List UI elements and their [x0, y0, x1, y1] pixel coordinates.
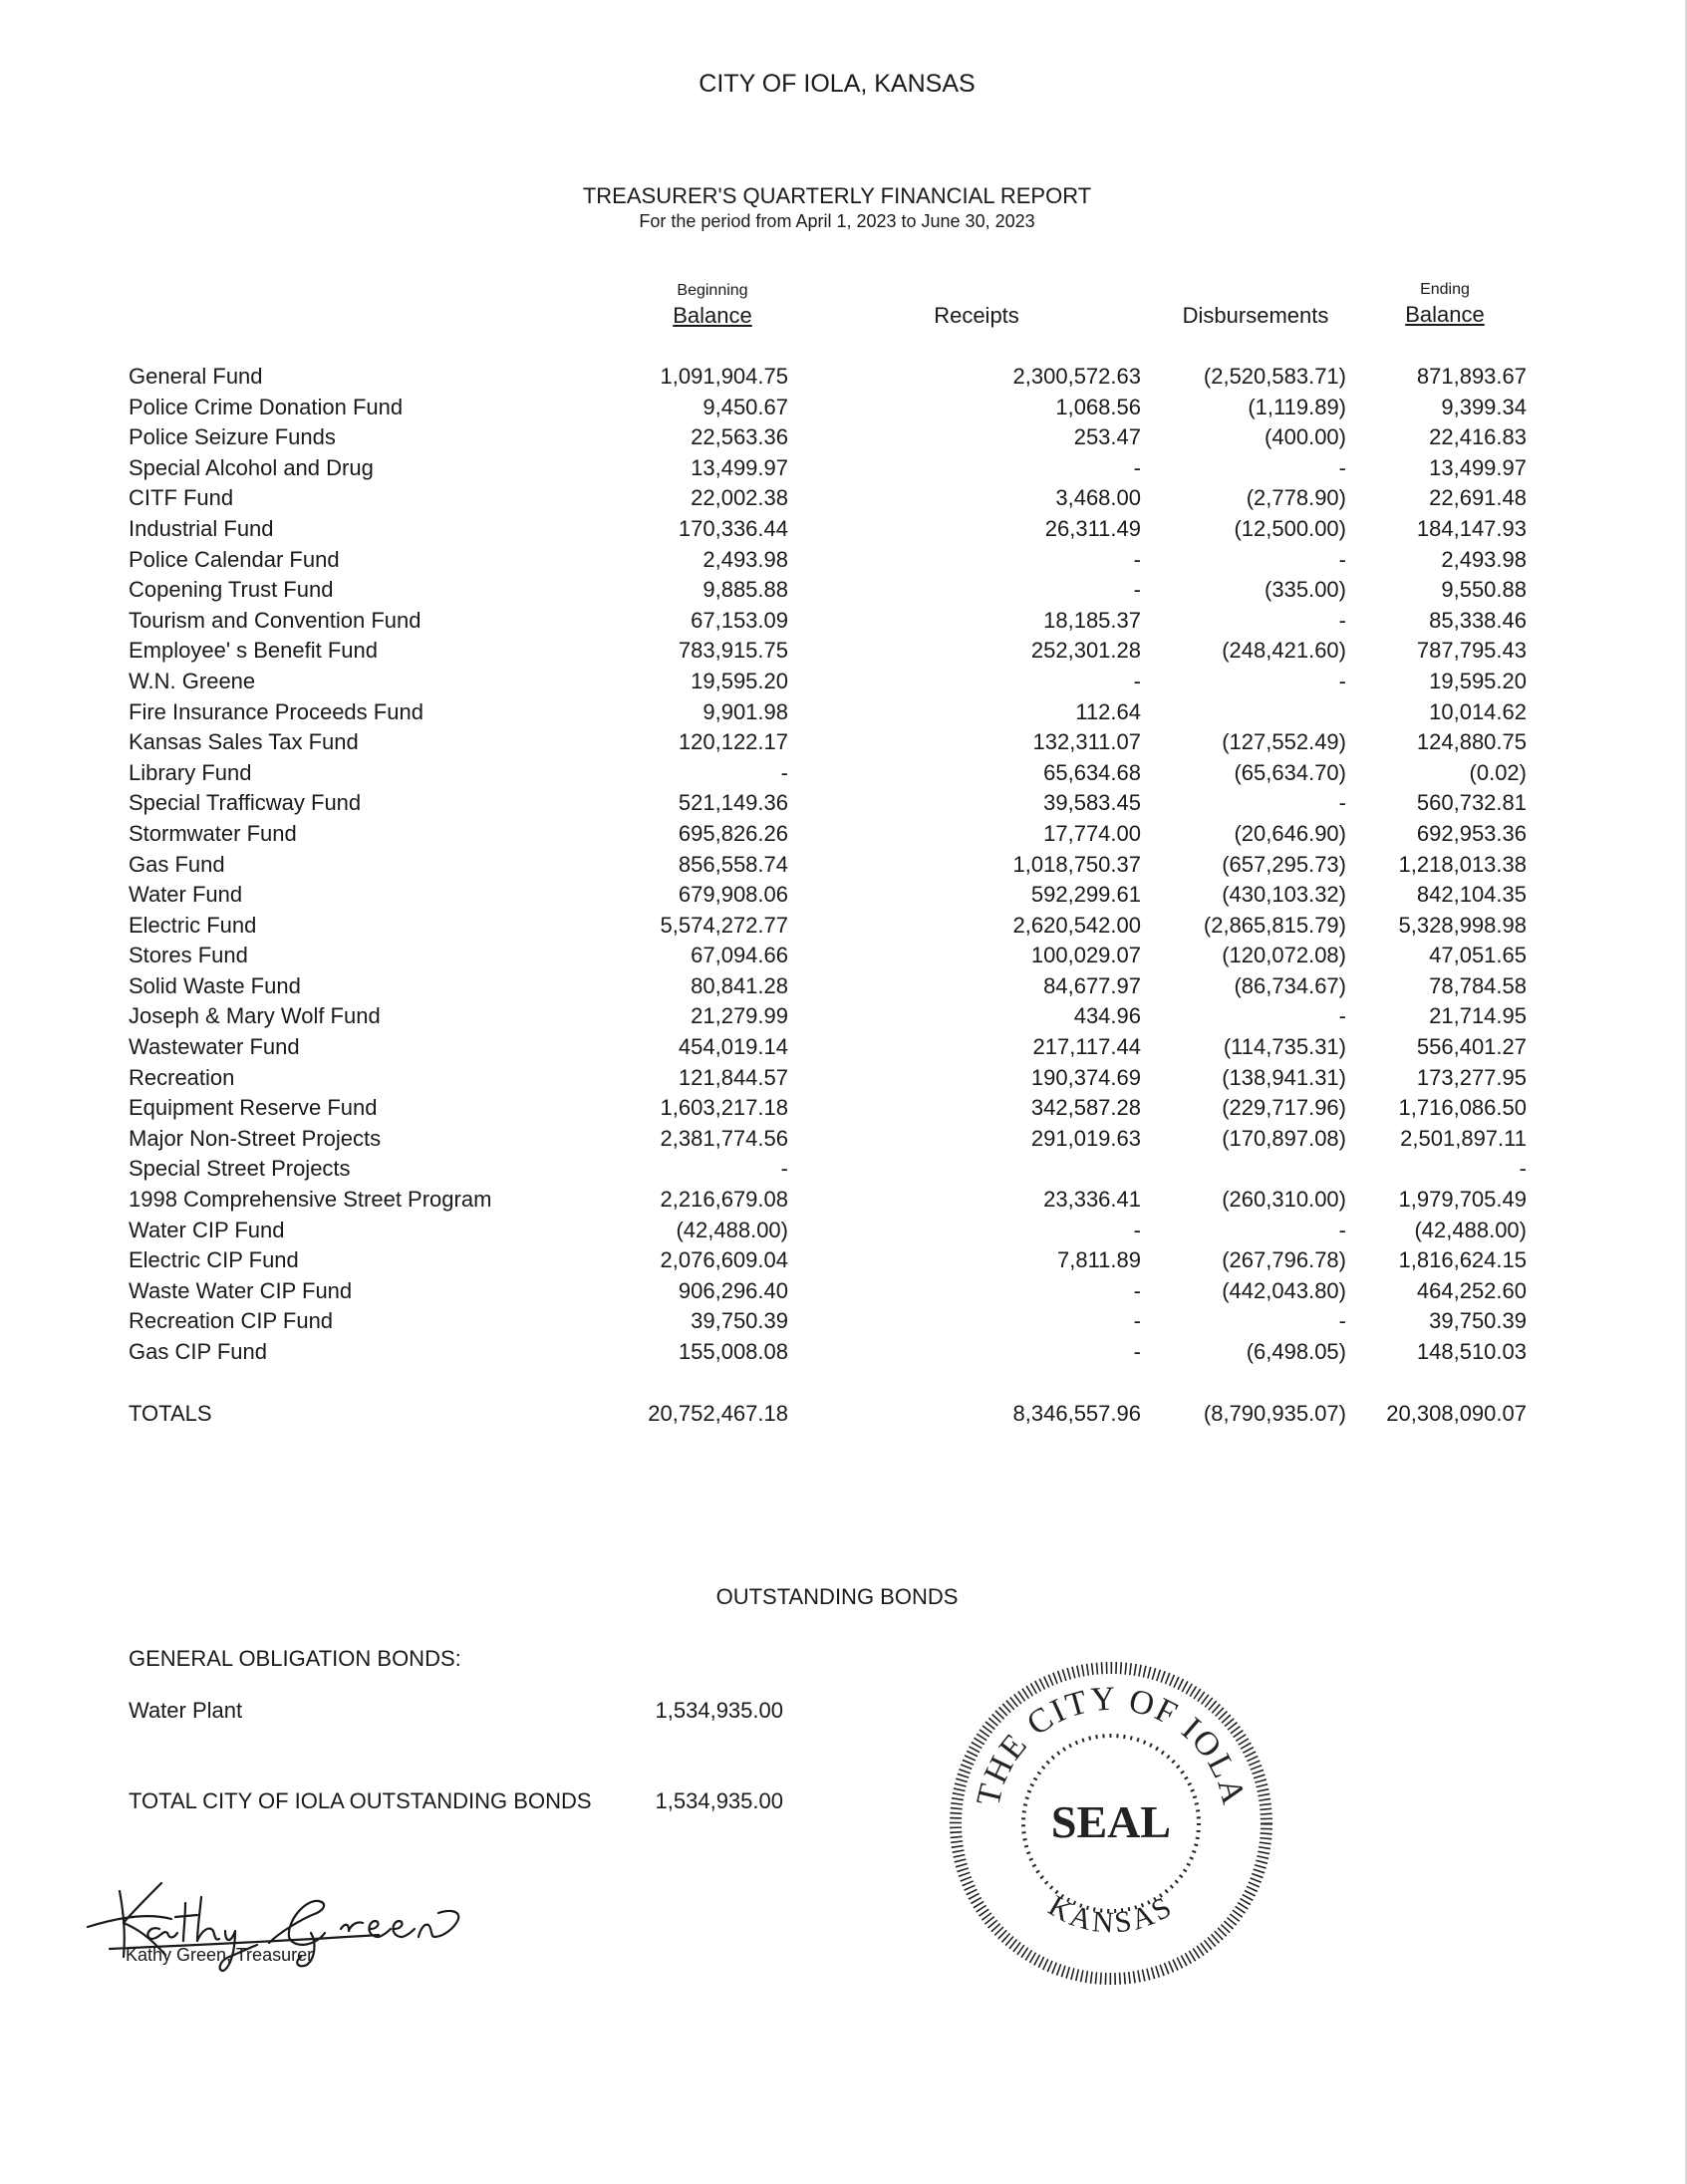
disbursements: (2,865,815.79): [1203, 912, 1346, 938]
fund-row: [0, 1276, 1687, 1307]
beginning-balance: 2,493.98: [703, 546, 788, 572]
disbursements: (120,072.08): [1222, 943, 1346, 968]
disbursements: (12,500.00): [1234, 515, 1346, 541]
seal-bottom-text: KANSAS: [1042, 1889, 1180, 1940]
receipts: 65,634.68: [1043, 759, 1141, 785]
fund-name: Gas Fund: [129, 851, 225, 877]
disbursements: -: [1338, 607, 1346, 633]
beginning-balance: 121,844.57: [678, 1064, 788, 1090]
fund-row: [0, 727, 1687, 758]
fund-row: [0, 575, 1687, 606]
fund-row: [0, 1216, 1687, 1246]
fund-row: [0, 514, 1687, 545]
ending-balance: 22,416.83: [1429, 424, 1527, 450]
fund-name: 1998 Comprehensive Street Program: [129, 1187, 492, 1213]
fund-row: [0, 636, 1687, 667]
column-header-disbursements: [1156, 302, 1355, 330]
column-header-receipts-label: Receipts: [934, 303, 1019, 328]
disbursements: (65,634.70): [1234, 759, 1346, 785]
beginning-balance: -: [780, 1156, 788, 1182]
beginning-balance: 22,002.38: [691, 485, 788, 511]
ending-balance: 124,880.75: [1416, 729, 1527, 755]
disbursements: (267,796.78): [1222, 1247, 1346, 1273]
receipts: 252,301.28: [1030, 638, 1141, 664]
water-plant-value: 1,534,935.00: [655, 1698, 783, 1723]
ending-balance: 13,499.97: [1429, 454, 1527, 480]
receipts: -: [1133, 1339, 1141, 1364]
beginning-balance: 521,149.36: [678, 790, 788, 816]
column-header-receipts: [897, 302, 1056, 330]
fund-row: [0, 393, 1687, 423]
beginning-balance: 22,563.36: [691, 424, 788, 450]
ending-balance: 39,750.39: [1429, 1308, 1527, 1334]
fund-name: Stormwater Fund: [129, 820, 297, 846]
beginning-balance: 67,094.66: [691, 943, 788, 968]
disbursements: (229,717.96): [1222, 1095, 1346, 1121]
column-header-ending-label: Ending: [1420, 281, 1470, 298]
fund-row: [0, 453, 1687, 484]
disbursements: (6,498.05): [1246, 1339, 1346, 1364]
beginning-balance: 155,008.08: [678, 1339, 788, 1364]
receipts: 291,019.63: [1030, 1125, 1141, 1151]
ending-balance: 787,795.43: [1416, 638, 1527, 664]
fund-row: [0, 758, 1687, 789]
column-header-beginning-balance-label: Balance: [673, 303, 752, 328]
ending-balance: 1,218,013.38: [1398, 851, 1527, 877]
fund-name: W.N. Greene: [129, 668, 256, 693]
fund-name: Electric CIP Fund: [129, 1247, 299, 1273]
beginning-balance: 783,915.75: [678, 638, 788, 664]
fund-row: [0, 941, 1687, 971]
receipts: 342,587.28: [1030, 1095, 1141, 1121]
column-header-ending-balance: [1375, 279, 1515, 329]
receipts: 2,300,572.63: [1012, 364, 1141, 389]
fund-name: Waste Water CIP Fund: [129, 1277, 353, 1303]
fund-name: Water CIP Fund: [129, 1217, 285, 1242]
fund-name: Major Non-Street Projects: [129, 1125, 382, 1151]
beginning-balance: 856,558.74: [678, 851, 788, 877]
disbursements: (657,295.73): [1222, 851, 1346, 877]
fund-name: Recreation CIP Fund: [129, 1308, 334, 1334]
disbursements: (20,646.90): [1234, 820, 1346, 846]
ending-balance: (42,488.00): [1414, 1217, 1527, 1242]
disbursements: -: [1338, 1003, 1346, 1029]
beginning-balance: 9,901.98: [703, 698, 788, 724]
ending-balance: 10,014.62: [1429, 698, 1527, 724]
ending-balance: 9,399.34: [1441, 394, 1527, 419]
ending-balance: 47,051.65: [1429, 943, 1527, 968]
ending-balance: 19,595.20: [1429, 668, 1527, 693]
disbursements: (2,520,583.71): [1203, 364, 1346, 389]
fund-row: [0, 880, 1687, 911]
beginning-balance: 19,595.20: [691, 668, 788, 693]
receipts: -: [1133, 668, 1141, 693]
disbursements: -: [1338, 546, 1346, 572]
beginning-balance: 9,885.88: [703, 577, 788, 603]
beginning-balance: 2,076,609.04: [660, 1247, 788, 1273]
fund-row: [0, 850, 1687, 881]
disbursements: (170,897.08): [1222, 1125, 1346, 1151]
ending-balance: 2,493.98: [1441, 546, 1527, 572]
fund-name: Joseph & Mary Wolf Fund: [129, 1003, 381, 1029]
receipts: 17,774.00: [1043, 820, 1141, 846]
receipts: -: [1133, 1308, 1141, 1334]
fund-table: [0, 362, 1687, 1368]
ending-balance: 148,510.03: [1416, 1339, 1527, 1364]
fund-row: [0, 1093, 1687, 1124]
receipts: -: [1133, 546, 1141, 572]
beginning-balance: 906,296.40: [678, 1277, 788, 1303]
fund-name: Gas CIP Fund: [129, 1339, 267, 1364]
beginning-balance: 1,603,217.18: [660, 1095, 788, 1121]
fund-name: Special Street Projects: [129, 1156, 351, 1182]
fund-name: Copening Trust Fund: [129, 577, 334, 603]
fund-name: Equipment Reserve Fund: [129, 1095, 378, 1121]
ending-balance: 556,401.27: [1416, 1034, 1527, 1060]
fund-name: Special Alcohol and Drug: [129, 454, 374, 480]
receipts: 18,185.37: [1043, 607, 1141, 633]
fund-name: Employee' s Benefit Fund: [129, 638, 379, 664]
ending-balance: 78,784.58: [1429, 972, 1527, 998]
ending-balance: 184,147.93: [1416, 515, 1527, 541]
disbursements: (248,421.60): [1222, 638, 1346, 664]
fund-row: [0, 819, 1687, 850]
ending-balance: -: [1519, 1156, 1527, 1182]
fund-row: [0, 606, 1687, 637]
beginning-balance: 80,841.28: [691, 972, 788, 998]
totals-disbursements: (8,790,935.07): [1203, 1401, 1346, 1426]
beginning-balance: 120,122.17: [678, 729, 788, 755]
beginning-balance: 21,279.99: [691, 1003, 788, 1029]
ending-balance: 1,716,086.50: [1398, 1095, 1527, 1121]
receipts: 3,468.00: [1055, 485, 1141, 511]
disbursements: -: [1338, 668, 1346, 693]
fund-name: CITF Fund: [129, 485, 234, 511]
water-plant-label: Water Plant: [129, 1698, 243, 1723]
totals-ending: 20,308,090.07: [1386, 1401, 1527, 1426]
ending-balance: 842,104.35: [1416, 882, 1527, 908]
disbursements: (335.00): [1265, 577, 1346, 603]
fund-name: Library Fund: [129, 759, 252, 785]
fund-row: [0, 1306, 1687, 1337]
ending-balance: (0.02): [1469, 759, 1527, 785]
receipts: 84,677.97: [1043, 972, 1141, 998]
fund-name: Wastewater Fund: [129, 1034, 300, 1060]
column-header-ending-balance-label: Balance: [1405, 302, 1485, 327]
beginning-balance: 695,826.26: [678, 820, 788, 846]
disbursements: (442,043.80): [1222, 1277, 1346, 1303]
fund-row: [0, 911, 1687, 942]
receipts: 592,299.61: [1030, 882, 1141, 908]
receipts: 217,117.44: [1032, 1034, 1141, 1060]
fund-name: Tourism and Convention Fund: [129, 607, 422, 633]
fund-name: Water Fund: [129, 882, 243, 908]
fund-row: [0, 1001, 1687, 1032]
totals-receipts: 8,346,557.96: [1012, 1401, 1141, 1426]
receipts: 1,068.56: [1055, 394, 1141, 419]
receipts: -: [1133, 1217, 1141, 1242]
disbursements: (114,735.31): [1223, 1034, 1346, 1060]
ending-balance: 5,328,998.98: [1398, 912, 1527, 938]
receipts: 253.47: [1073, 424, 1141, 450]
fund-row: [0, 545, 1687, 576]
city-seal: [942, 1654, 1280, 1993]
beginning-balance: 13,499.97: [691, 454, 788, 480]
ending-balance: 464,252.60: [1416, 1277, 1527, 1303]
beginning-balance: 5,574,272.77: [660, 912, 788, 938]
fund-name: Police Calendar Fund: [129, 546, 340, 572]
fund-name: Kansas Sales Tax Fund: [129, 729, 359, 755]
fund-row: [0, 1245, 1687, 1276]
receipts: -: [1133, 577, 1141, 603]
fund-name: Special Trafficway Fund: [129, 790, 362, 816]
beginning-balance: (42,488.00): [676, 1217, 788, 1242]
column-header-disbursements-label: Disbursements: [1182, 303, 1329, 328]
ending-balance: 173,277.95: [1416, 1064, 1527, 1090]
ending-balance: 21,714.95: [1429, 1003, 1527, 1029]
receipts: 26,311.49: [1044, 515, 1141, 541]
totals-row: [0, 1399, 1687, 1429]
total-bonds-label: TOTAL CITY OF IOLA OUTSTANDING BONDS: [129, 1788, 592, 1813]
disbursements: (1,119.89): [1248, 394, 1346, 419]
receipts: 434.96: [1073, 1003, 1141, 1029]
column-header-beginning-label: Beginning: [677, 282, 748, 299]
fund-row: [0, 971, 1687, 1002]
city-title: CITY OF IOLA, KANSAS: [699, 70, 976, 98]
ending-balance: 1,816,624.15: [1398, 1247, 1527, 1273]
fund-row: [0, 667, 1687, 697]
receipts: 23,336.41: [1043, 1187, 1141, 1213]
ending-balance: 692,953.36: [1416, 820, 1527, 846]
ending-balance: 22,691.48: [1429, 485, 1527, 511]
beginning-balance: 679,908.06: [678, 882, 788, 908]
disbursements: (86,734.67): [1234, 972, 1346, 998]
receipts: 132,311.07: [1032, 729, 1141, 755]
beginning-balance: 1,091,904.75: [660, 364, 788, 389]
disbursements: (260,310.00): [1222, 1187, 1346, 1213]
receipts: 100,029.07: [1030, 943, 1141, 968]
receipts: -: [1133, 454, 1141, 480]
seal-center-text: SEAL: [1050, 1796, 1172, 1847]
fund-name: Police Seizure Funds: [129, 424, 336, 450]
report-period: For the period from April 1, 2023 to June 30, 2023: [639, 211, 1035, 231]
fund-name: Electric Fund: [129, 912, 257, 938]
fund-name: General Fund: [129, 364, 263, 389]
ending-balance: 560,732.81: [1416, 790, 1527, 816]
disbursements: (138,941.31): [1222, 1064, 1346, 1090]
fund-row: [0, 697, 1687, 728]
fund-row: [0, 1154, 1687, 1185]
beginning-balance: 454,019.14: [678, 1034, 788, 1060]
fund-row: [0, 1063, 1687, 1094]
column-header-beginning-balance: [638, 280, 787, 330]
disbursements: (430,103.32): [1222, 882, 1346, 908]
receipts: 7,811.89: [1056, 1247, 1141, 1273]
ending-balance: 2,501,897.11: [1400, 1125, 1527, 1151]
total-bonds-value: 1,534,935.00: [655, 1788, 783, 1813]
fund-name: Police Crime Donation Fund: [129, 394, 404, 419]
fund-name: Fire Insurance Proceeds Fund: [129, 698, 423, 724]
receipts: -: [1133, 1277, 1141, 1303]
fund-row: [0, 1124, 1687, 1155]
disbursements: -: [1338, 454, 1346, 480]
fund-row: [0, 1337, 1687, 1368]
ending-balance: 871,893.67: [1416, 364, 1527, 389]
receipts: 112.64: [1075, 698, 1141, 724]
fund-name: Solid Waste Fund: [129, 972, 301, 998]
beginning-balance: 170,336.44: [678, 515, 788, 541]
receipts: 39,583.45: [1043, 790, 1141, 816]
ending-balance: 85,338.46: [1429, 607, 1527, 633]
disbursements: -: [1338, 1217, 1346, 1242]
disbursements: (2,778.90): [1246, 485, 1346, 511]
fund-name: Stores Fund: [129, 943, 248, 968]
seal-top-text: THE CITY OF IOLA: [970, 1680, 1253, 1810]
fund-row: [0, 788, 1687, 819]
fund-row: [0, 362, 1687, 393]
totals-beginning: 20,752,467.18: [648, 1401, 788, 1426]
ending-balance: 9,550.88: [1441, 577, 1527, 603]
fund-row: [0, 422, 1687, 453]
fund-name: Industrial Fund: [129, 515, 274, 541]
receipts: 1,018,750.37: [1012, 851, 1141, 877]
beginning-balance: 2,381,774.56: [660, 1125, 788, 1151]
beginning-balance: 2,216,679.08: [660, 1187, 788, 1213]
fund-name: Recreation: [129, 1064, 235, 1090]
beginning-balance: 39,750.39: [691, 1308, 788, 1334]
disbursements: (400.00): [1265, 424, 1346, 450]
totals-label: TOTALS: [129, 1401, 212, 1426]
fund-row: [0, 483, 1687, 514]
beginning-balance: 9,450.67: [703, 394, 788, 419]
disbursements: -: [1338, 790, 1346, 816]
beginning-balance: 67,153.09: [691, 607, 788, 633]
beginning-balance: -: [780, 759, 788, 785]
signature-caption: Kathy Green, Treasurer: [126, 1945, 314, 1965]
disbursements: -: [1338, 1308, 1346, 1334]
report-title: TREASURER'S QUARTERLY FINANCIAL REPORT: [582, 183, 1092, 208]
fund-row: [0, 1032, 1687, 1063]
general-obligation-heading: GENERAL OBLIGATION BONDS:: [129, 1646, 461, 1671]
ending-balance: 1,979,705.49: [1398, 1187, 1527, 1213]
disbursements: (127,552.49): [1222, 729, 1346, 755]
receipts: 190,374.69: [1030, 1064, 1141, 1090]
receipts: 2,620,542.00: [1012, 912, 1141, 938]
fund-row: [0, 1185, 1687, 1216]
bonds-title: OUTSTANDING BONDS: [715, 1584, 959, 1609]
